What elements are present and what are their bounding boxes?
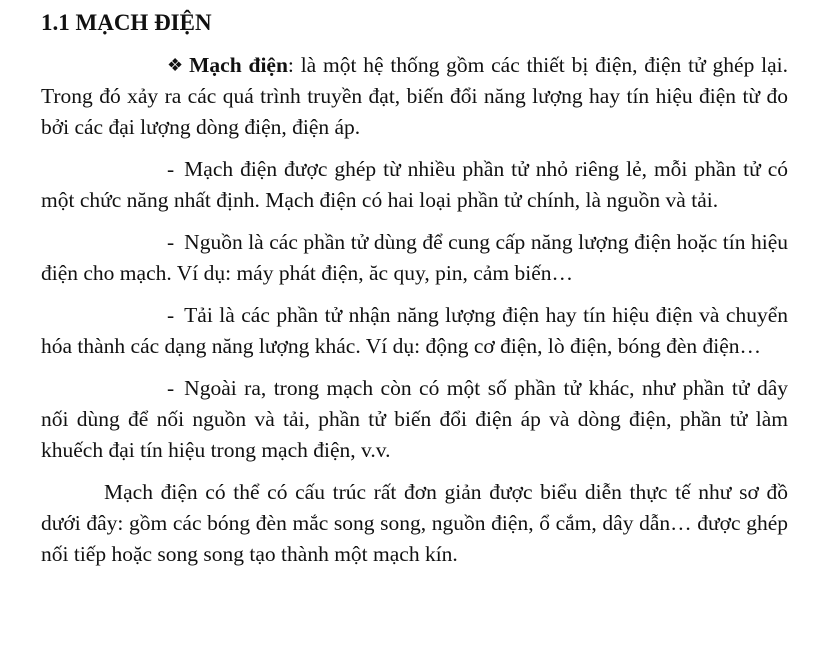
diamond-bullet-icon: ❖ xyxy=(167,55,184,75)
list-item-text: Ngoài ra, trong mạch còn có một số phần tử khác, như phần tử dây nối dùng để nối nguồn và tải, phần tử biến đổi điện áp và dòng điện, phần tử làm khuếch đại tín hiệu trong mạch điện, v.v. xyxy=(41,376,788,462)
intro-paragraph xyxy=(41,50,788,143)
list-item-text: Nguồn là các phần tử dùng để cung cấp năng lượng điện hoặc tín hiệu điện cho mạch. Ví dụ: máy phát điện, ăc quy, pin, cảm biến… xyxy=(41,230,788,285)
dash-bullet: - xyxy=(167,230,175,254)
dash-bullet: - xyxy=(167,376,175,400)
list-item xyxy=(41,373,788,466)
intro-text: : là một hệ thống gồm các thiết bị điện, điện tử ghép lại. Trong đó xảy ra các quá trình truyền đạt, biến đổi năng lượng hay tín hiệu điện từ đo bởi các đại lượng dòng điện, điện áp. xyxy=(41,53,788,139)
section-heading: 1.1 MẠCH ĐIỆN xyxy=(41,10,212,35)
dash-bullet: - xyxy=(167,303,175,327)
dash-bullet: - xyxy=(167,157,175,181)
intro-term: Mạch điện xyxy=(189,53,288,77)
list-item xyxy=(41,154,788,216)
list-item xyxy=(41,227,788,289)
list-item-text: Tải là các phần tử nhận năng lượng điện hay tín hiệu điện và chuyển hóa thành các dạng năng lượng khác. Ví dụ: động cơ điện, lò điện, bóng đèn điện… xyxy=(41,303,788,358)
list-item xyxy=(41,300,788,362)
list-item-text: Mạch điện được ghép từ nhiều phần tử nhỏ riêng lẻ, mỗi phần tử có một chức năng nhất định. Mạch điện có hai loại phần tử chính, là nguồn và tải. xyxy=(41,157,788,212)
closing-paragraph: Mạch điện có thể có cấu trúc rất đơn giản được biểu diễn thực tế như sơ đồ dưới đây: gồm các bóng đèn mắc song song, nguồn điện, ổ cắm, dây dẫn… được ghép nối tiếp hoặc song song tạo thành một mạch kín. xyxy=(41,480,788,566)
